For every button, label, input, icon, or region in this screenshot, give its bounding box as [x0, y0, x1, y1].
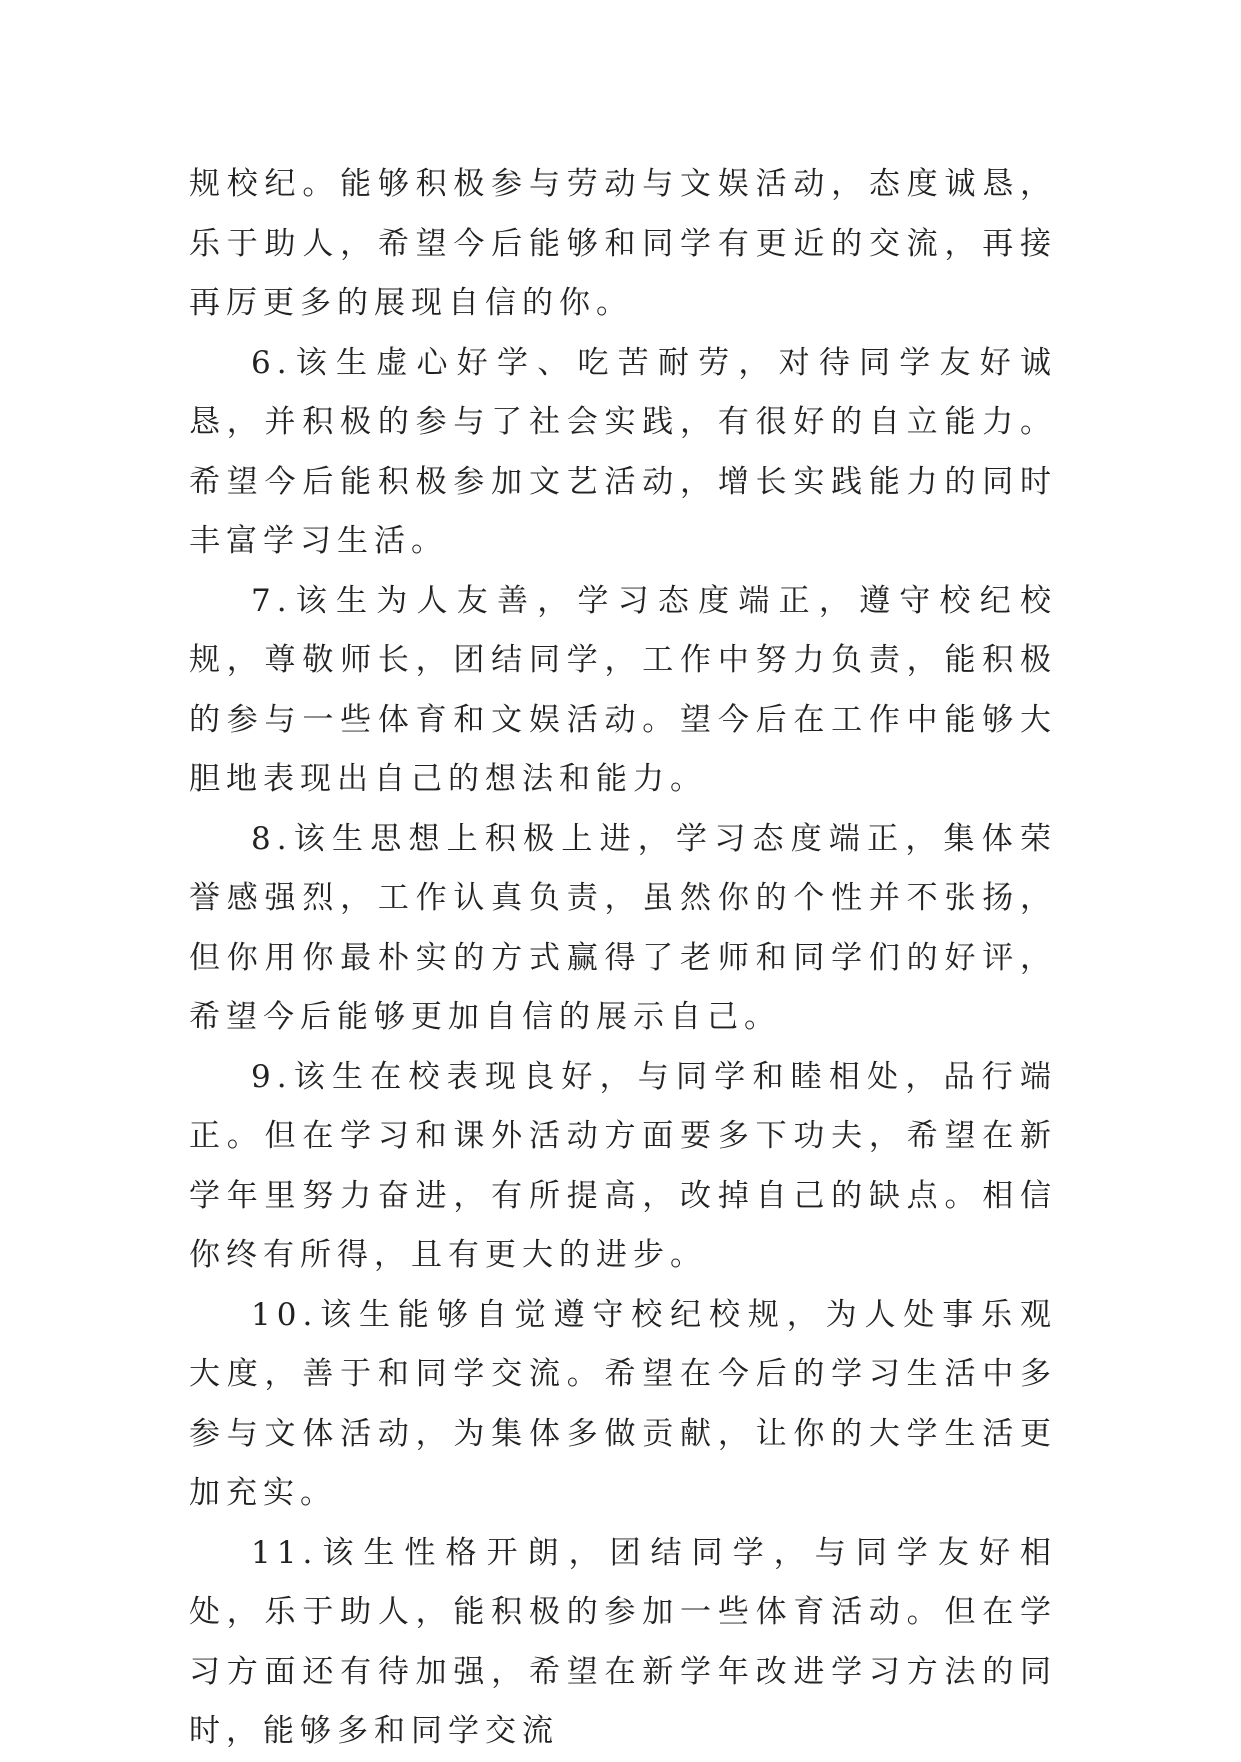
paragraph-comment-10: 10.该生能够自觉遵守校纪校规，为人处事乐观大度，善于和同学交流。希望在今后的学习生活中多参与文体活动，为集体多做贡献，让你的大学生活更加充实。	[189, 1296, 1057, 1511]
paragraph-comment-9: 9.该生在校表现良好，与同学和睦相处，品行端正。但在学习和课外活动方面要多下功夫，希望在新学年里努力奋进，有所提高，改掉自己的缺点。相信你终有所得，且有更大的进步。	[189, 1058, 1057, 1273]
paragraph-continuation: 规校纪。能够积极参与劳动与文娱活动，态度诚恳，乐于助人，希望今后能够和同学有更近的交流，再接再厉更多的展现自信的你。	[189, 166, 1057, 321]
paragraph-comment-8: 8.该生思想上积极上进，学习态度端正，集体荣誉感强烈，工作认真负责，虽然你的个性并不张扬，但你用你最朴实的方式赢得了老师和同学们的好评，希望今后能够更加自信的展示自己。	[189, 820, 1057, 1035]
document-page	[189, 155, 1057, 1762]
paragraph-comment-7: 7.该生为人友善，学习态度端正，遵守校纪校规，尊敬师长，团结同学，工作中努力负责，能积极的参与一些体育和文娱活动。望今后在工作中能够大胆地表现出自己的想法和能力。	[189, 582, 1057, 797]
paragraph-comment-11: 11.该生性格开朗，团结同学，与同学友好相处，乐于助人，能积极的参加一些体育活动。但在学习方面还有待加强，希望在新学年改进学习方法的同时，能够多和同学交流	[189, 1534, 1057, 1749]
paragraph-comment-6: 6.该生虚心好学、吃苦耐劳，对待同学友好诚恳，并积极的参与了社会实践，有很好的自立能力。希望今后能积极参加文艺活动，增长实践能力的同时丰富学习生活。	[189, 344, 1057, 559]
